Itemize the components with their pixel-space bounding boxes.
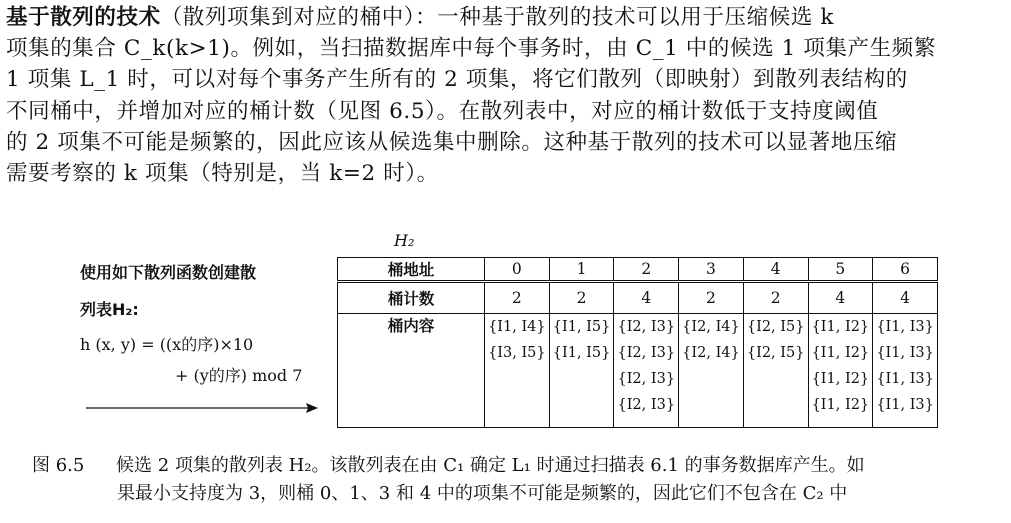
caption-text: 候选 2 项集的散列表 H₂。该散列表在由 C₁ 确定 L₁ 时通过扫描表 6.1 的事务数据库产生。如: [116, 455, 865, 476]
caption-line-2: 果最小支持度为 3，则桶 0、1、3 和 4 中的项集不可能是频繁的，因此它们不包含在 C₂ 中: [117, 483, 848, 504]
bucket-address: 6: [873, 258, 938, 282]
bucket-count: 2: [743, 282, 808, 314]
paragraph-bold-heading: 基于散列的技术: [6, 5, 161, 30]
itemset: {I1, I5}: [552, 345, 611, 361]
row-header-count: 桶计数: [338, 282, 485, 314]
bucket-address: 2: [614, 258, 679, 282]
bucket-contents-row: [338, 314, 938, 428]
bucket-count: 4: [808, 282, 873, 314]
bucket-contents: [873, 314, 938, 428]
paragraph-line: 项集的集合 C_k(k>1)。例如，当扫描数据库中每个事务时，由 C_1 中的候选 1 项集产生频繁: [6, 36, 936, 62]
paragraph-line: 的 2 项集不可能是频繁的，因此应该从候选集中删除。这种基于散列的技术可以显著地压缩: [6, 129, 898, 155]
bucket-count-row: [338, 282, 938, 314]
bucket-contents: [614, 314, 679, 428]
itemset: {I2, I3}: [617, 371, 676, 387]
bucket-contents: [808, 314, 873, 428]
bucket-address-row: [338, 258, 938, 282]
paragraph-line: 1 项集 L_1 时，可以对每个事务产生所有的 2 项集，将它们散列（即映射）到散列表结构的: [6, 67, 908, 93]
itemset: {I1, I2}: [811, 319, 870, 335]
paragraph-line: [6, 2, 1006, 33]
bucket-address: 0: [485, 258, 550, 282]
bucket-address: 3: [679, 258, 744, 282]
itemset: {I1, I3}: [876, 371, 934, 387]
bucket-contents: [549, 314, 614, 428]
itemset: {I1, I2}: [811, 397, 870, 413]
itemset: {I2, I3}: [617, 345, 676, 361]
hash-title-line-1: 使用如下散列函数创建散: [80, 263, 257, 282]
bucket-address: 4: [743, 258, 808, 282]
row-header-contents: 桶内容: [338, 314, 485, 428]
bucket-contents: [743, 314, 808, 428]
itemset: {I2, I5}: [746, 345, 805, 361]
itemset: {I1, I5}: [552, 319, 611, 335]
bucket-contents: [679, 314, 744, 428]
itemset: {I1, I3}: [876, 397, 934, 413]
bucket-count: 2: [549, 282, 614, 314]
bucket-contents: [485, 314, 550, 428]
bucket-count: 2: [679, 282, 744, 314]
paragraph-line: 不同桶中，并增加对应的桶计数（见图 6.5）。在散列表中，对应的桶计数低于支持度阈值: [6, 98, 879, 124]
itemset: {I1, I2}: [811, 345, 870, 361]
caption-number: 图 6.5: [32, 455, 85, 476]
body-paragraph: [6, 2, 1006, 189]
caption-line-1: [32, 452, 992, 480]
hash-title-line-2: 列表H₂:: [80, 300, 139, 319]
itemset: {I3, I5}: [488, 345, 546, 361]
itemset: {I1, I2}: [811, 371, 870, 387]
itemset: {I2, I3}: [617, 319, 676, 335]
bucket-address: 1: [549, 258, 614, 282]
bucket-count: 4: [873, 282, 938, 314]
itemset: {I2, I4}: [682, 345, 740, 361]
paragraph-line: 需要考察的 k 项集（特别是，当 k=2 时）。: [6, 161, 439, 187]
bucket-address: 5: [808, 258, 873, 282]
figure-caption: [32, 452, 992, 508]
hash-table-label: H₂: [394, 231, 415, 250]
hash-table: [337, 257, 938, 428]
itemset: {I1, I3}: [876, 319, 934, 335]
hash-formula-line-2: + (y的序) mod 7: [175, 366, 303, 385]
itemset: {I1, I4}: [488, 319, 546, 335]
hash-formula-line-1: h (x, y) = ((x的序)×10: [80, 335, 254, 354]
row-header-address: 桶地址: [338, 258, 485, 282]
paragraph-line-text: （散列项集到对应的桶中）：一种基于散列的技术可以用于压缩候选 k: [160, 5, 835, 30]
itemset: {I2, I3}: [617, 397, 676, 413]
itemset: {I2, I4}: [682, 319, 740, 335]
bucket-count: 2: [485, 282, 550, 314]
itemset: {I1, I3}: [876, 345, 934, 361]
arrow-icon: [86, 402, 318, 414]
itemset: {I2, I5}: [746, 319, 805, 335]
bucket-count: 4: [614, 282, 679, 314]
